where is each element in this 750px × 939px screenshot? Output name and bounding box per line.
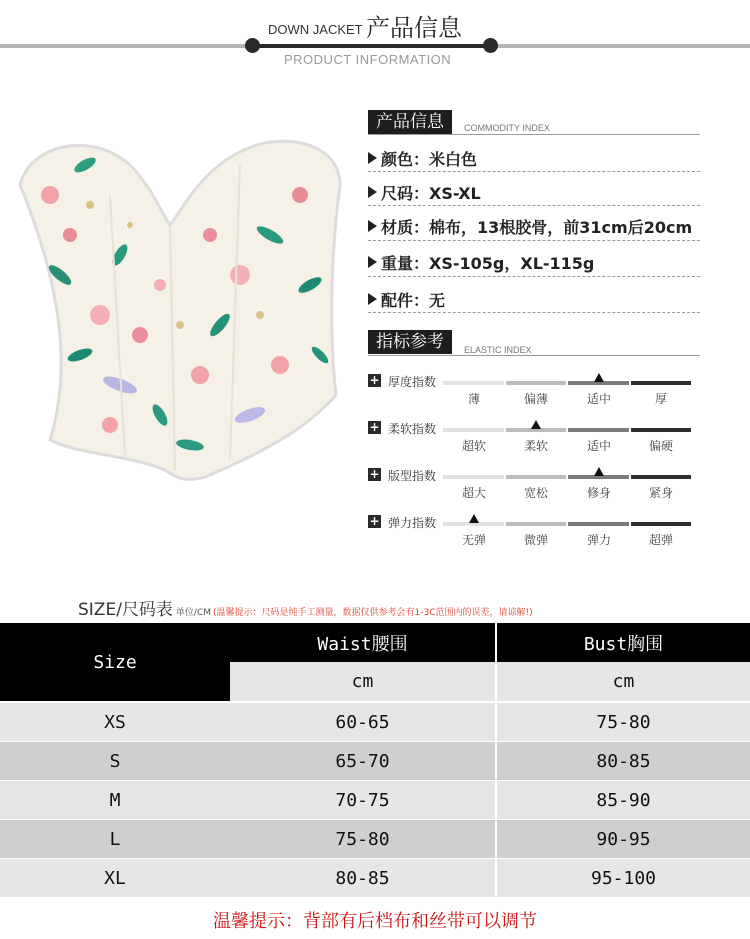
- size-cell: L: [0, 820, 230, 858]
- index-scale-bar: [443, 475, 693, 479]
- waist-cell: 80-85: [230, 859, 495, 897]
- waist-cell: 75-80: [230, 820, 495, 858]
- index-rule: [368, 355, 700, 356]
- index-scale-label: 柔软: [523, 439, 548, 453]
- bullet-icon: [368, 152, 377, 164]
- index-name: 版型指数: [388, 469, 437, 483]
- bust-cell: 75-80: [497, 703, 750, 741]
- info-label: 产品信息: [368, 110, 452, 134]
- size-header: Size: [0, 623, 230, 701]
- size-unit: 单位/CM: [175, 608, 212, 618]
- info-row-size: 尺码：XS-XL: [368, 181, 481, 204]
- index-scale-bar: [443, 522, 693, 526]
- waist-unit: cm: [230, 662, 495, 701]
- index-scale-label: 微弹: [523, 533, 548, 547]
- bullet-icon: [368, 186, 377, 198]
- info-divider: [368, 205, 700, 206]
- size-note: (温馨提示：尺码是纯手工测量，数据仅供参考会有1-3C范围内的误差，请谅解!): [213, 608, 533, 618]
- index-scale-label: 适中: [586, 392, 611, 406]
- info-label-en: COMMODITY INDEX: [464, 123, 550, 133]
- bust-header: Bust胸围: [497, 623, 750, 662]
- index-marker: [594, 467, 604, 476]
- plus-icon: +: [369, 373, 380, 387]
- header-title-cn: 产品信息: [366, 14, 462, 42]
- header-subtitle: PRODUCT INFORMATION: [284, 52, 452, 67]
- index-label: 指标参考: [368, 330, 452, 354]
- header-rule-accent: [252, 44, 490, 48]
- bust-unit: cm: [497, 662, 750, 701]
- index-scale-label: 厚: [654, 392, 667, 406]
- bust-cell: 80-85: [497, 742, 750, 780]
- plus-icon: +: [369, 514, 380, 528]
- index-scale-label: 适中: [586, 439, 611, 453]
- info-divider: [368, 171, 700, 172]
- waist-cell: 60-65: [230, 703, 495, 741]
- index-scale-label: 偏硬: [648, 439, 673, 453]
- bust-cell: 95-100: [497, 859, 750, 897]
- index-scale-label: 宽松: [523, 486, 548, 500]
- waist-cell: 65-70: [230, 742, 495, 780]
- header-divider: [495, 623, 497, 662]
- index-scale-label: 超弹: [648, 533, 673, 547]
- header-title-en: DOWN JACKET: [268, 22, 363, 37]
- index-scale-label: 无弹: [461, 533, 486, 547]
- bullet-icon: [368, 256, 377, 268]
- index-scale-bar: [443, 381, 693, 385]
- index-scale-label: 超软: [461, 439, 486, 453]
- info-row-accessory: 配件：无: [368, 288, 445, 311]
- bullet-icon: [368, 220, 377, 232]
- bullet-icon: [368, 293, 377, 305]
- index-name: 柔软指数: [388, 422, 437, 436]
- header-dot-right: [483, 38, 498, 53]
- index-scale-label: 紧身: [648, 486, 673, 500]
- index-scale-label: 修身: [586, 486, 611, 500]
- index-scale-bar: [443, 428, 693, 432]
- index-marker: [531, 420, 541, 429]
- index-scale-label: 偏薄: [523, 392, 548, 406]
- bust-cell: 85-90: [497, 781, 750, 819]
- waist-cell: 70-75: [230, 781, 495, 819]
- index-marker: [594, 373, 604, 382]
- index-name: 弹力指数: [388, 516, 437, 530]
- info-row-material: 材质：棉布，13根胶骨，前31cm后20cm: [368, 215, 692, 238]
- index-scale-label: 弹力: [586, 533, 611, 547]
- plus-icon: +: [369, 467, 380, 481]
- info-rule: [368, 134, 700, 135]
- waist-header: Waist腰围: [230, 623, 495, 662]
- header-dot-left: [245, 38, 260, 53]
- index-label-en: ELASTIC INDEX: [464, 345, 532, 355]
- size-cell: S: [0, 742, 230, 780]
- info-divider: [368, 240, 700, 241]
- info-row-weight: 重量：XS-105g，XL-115g: [368, 251, 594, 274]
- footer-note: 温馨提示：背部有后档布和丝带可以调节: [213, 910, 537, 932]
- info-divider: [368, 312, 700, 313]
- index-name: 厚度指数: [388, 375, 437, 389]
- index-scale-label: 薄: [467, 392, 480, 406]
- index-marker: [469, 514, 479, 523]
- size-cell: XL: [0, 859, 230, 897]
- size-cell: XS: [0, 703, 230, 741]
- info-row-color: 颜色：米白色: [368, 147, 477, 170]
- product-image: [10, 125, 350, 500]
- size-cell: M: [0, 781, 230, 819]
- unit-divider: [495, 662, 497, 701]
- bust-cell: 90-95: [497, 820, 750, 858]
- index-scale-label: 超大: [461, 486, 486, 500]
- plus-icon: +: [369, 420, 380, 434]
- info-divider: [368, 276, 700, 277]
- size-title: SIZE/尺码表 单位/CM (温馨提示：尺码是纯手工测量，数据仅供参考会有1-3C范围内的误差，请谅解!): [78, 600, 533, 620]
